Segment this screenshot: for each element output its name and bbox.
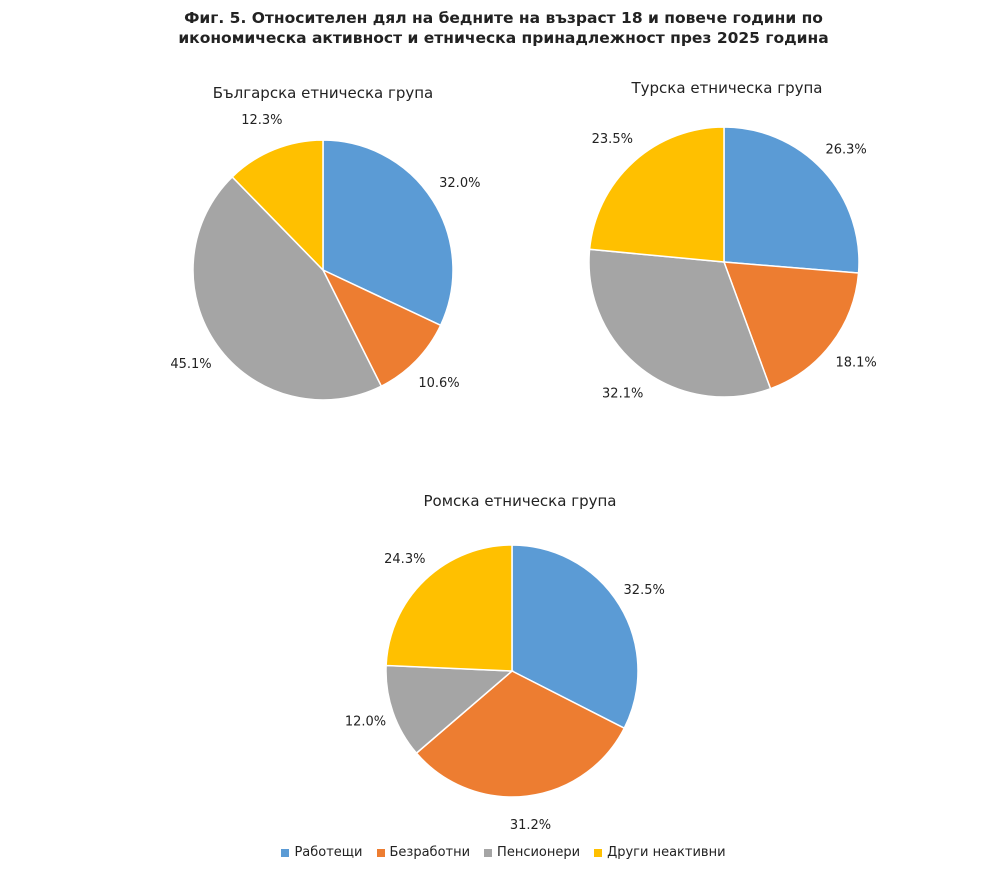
data-label-bulgarian-pensioners: 45.1%	[170, 357, 212, 372]
data-label-bulgarian-other-inactive: 12.3%	[241, 112, 283, 128]
legend-swatch	[594, 849, 602, 857]
legend-label: Пенсионери	[497, 845, 581, 860]
legend-item-pensioners	[484, 845, 580, 860]
legend-swatch	[484, 849, 492, 857]
legend-label: Безработни	[389, 845, 471, 860]
data-label-roma-unemployed: 31.2%	[509, 817, 552, 833]
pie-title-roma: Ромска етническа група	[423, 492, 617, 510]
pie-title-bulgarian: Българска етническа група	[212, 84, 434, 102]
legend-label: Други неактивни	[607, 845, 726, 860]
legend-item-unemployed	[377, 845, 471, 860]
data-label-bulgarian-unemployed: 10.6%	[418, 376, 460, 392]
data-label-roma-pensioners: 12.0%	[344, 714, 387, 730]
legend-item-working	[281, 845, 362, 860]
pie-title-turkish: Турска етническа група	[631, 79, 823, 97]
legend-swatch	[377, 849, 385, 857]
data-label-turkish-pensioners: 32.1%	[602, 386, 644, 402]
data-label-roma-working: 32.5%	[623, 583, 665, 598]
data-label-turkish-working: 26.3%	[825, 142, 867, 158]
legend-label: Работещи	[294, 845, 363, 860]
data-label-turkish-unemployed: 18.1%	[835, 355, 877, 371]
legend	[0, 845, 1007, 860]
figure-title-line-2: икономическа активност и етническа принадлежност през 2025 година	[178, 29, 829, 47]
data-label-turkish-other-inactive: 23.5%	[591, 132, 633, 148]
data-label-roma-other-inactive: 24.3%	[384, 552, 426, 567]
legend-swatch	[281, 849, 289, 857]
legend-item-other-inactive	[594, 845, 725, 860]
data-label-bulgarian-working: 32.0%	[439, 176, 481, 192]
figure-title-line-1: Фиг. 5. Относителен дял на бедните на възраст 18 и повече години по	[184, 9, 823, 27]
